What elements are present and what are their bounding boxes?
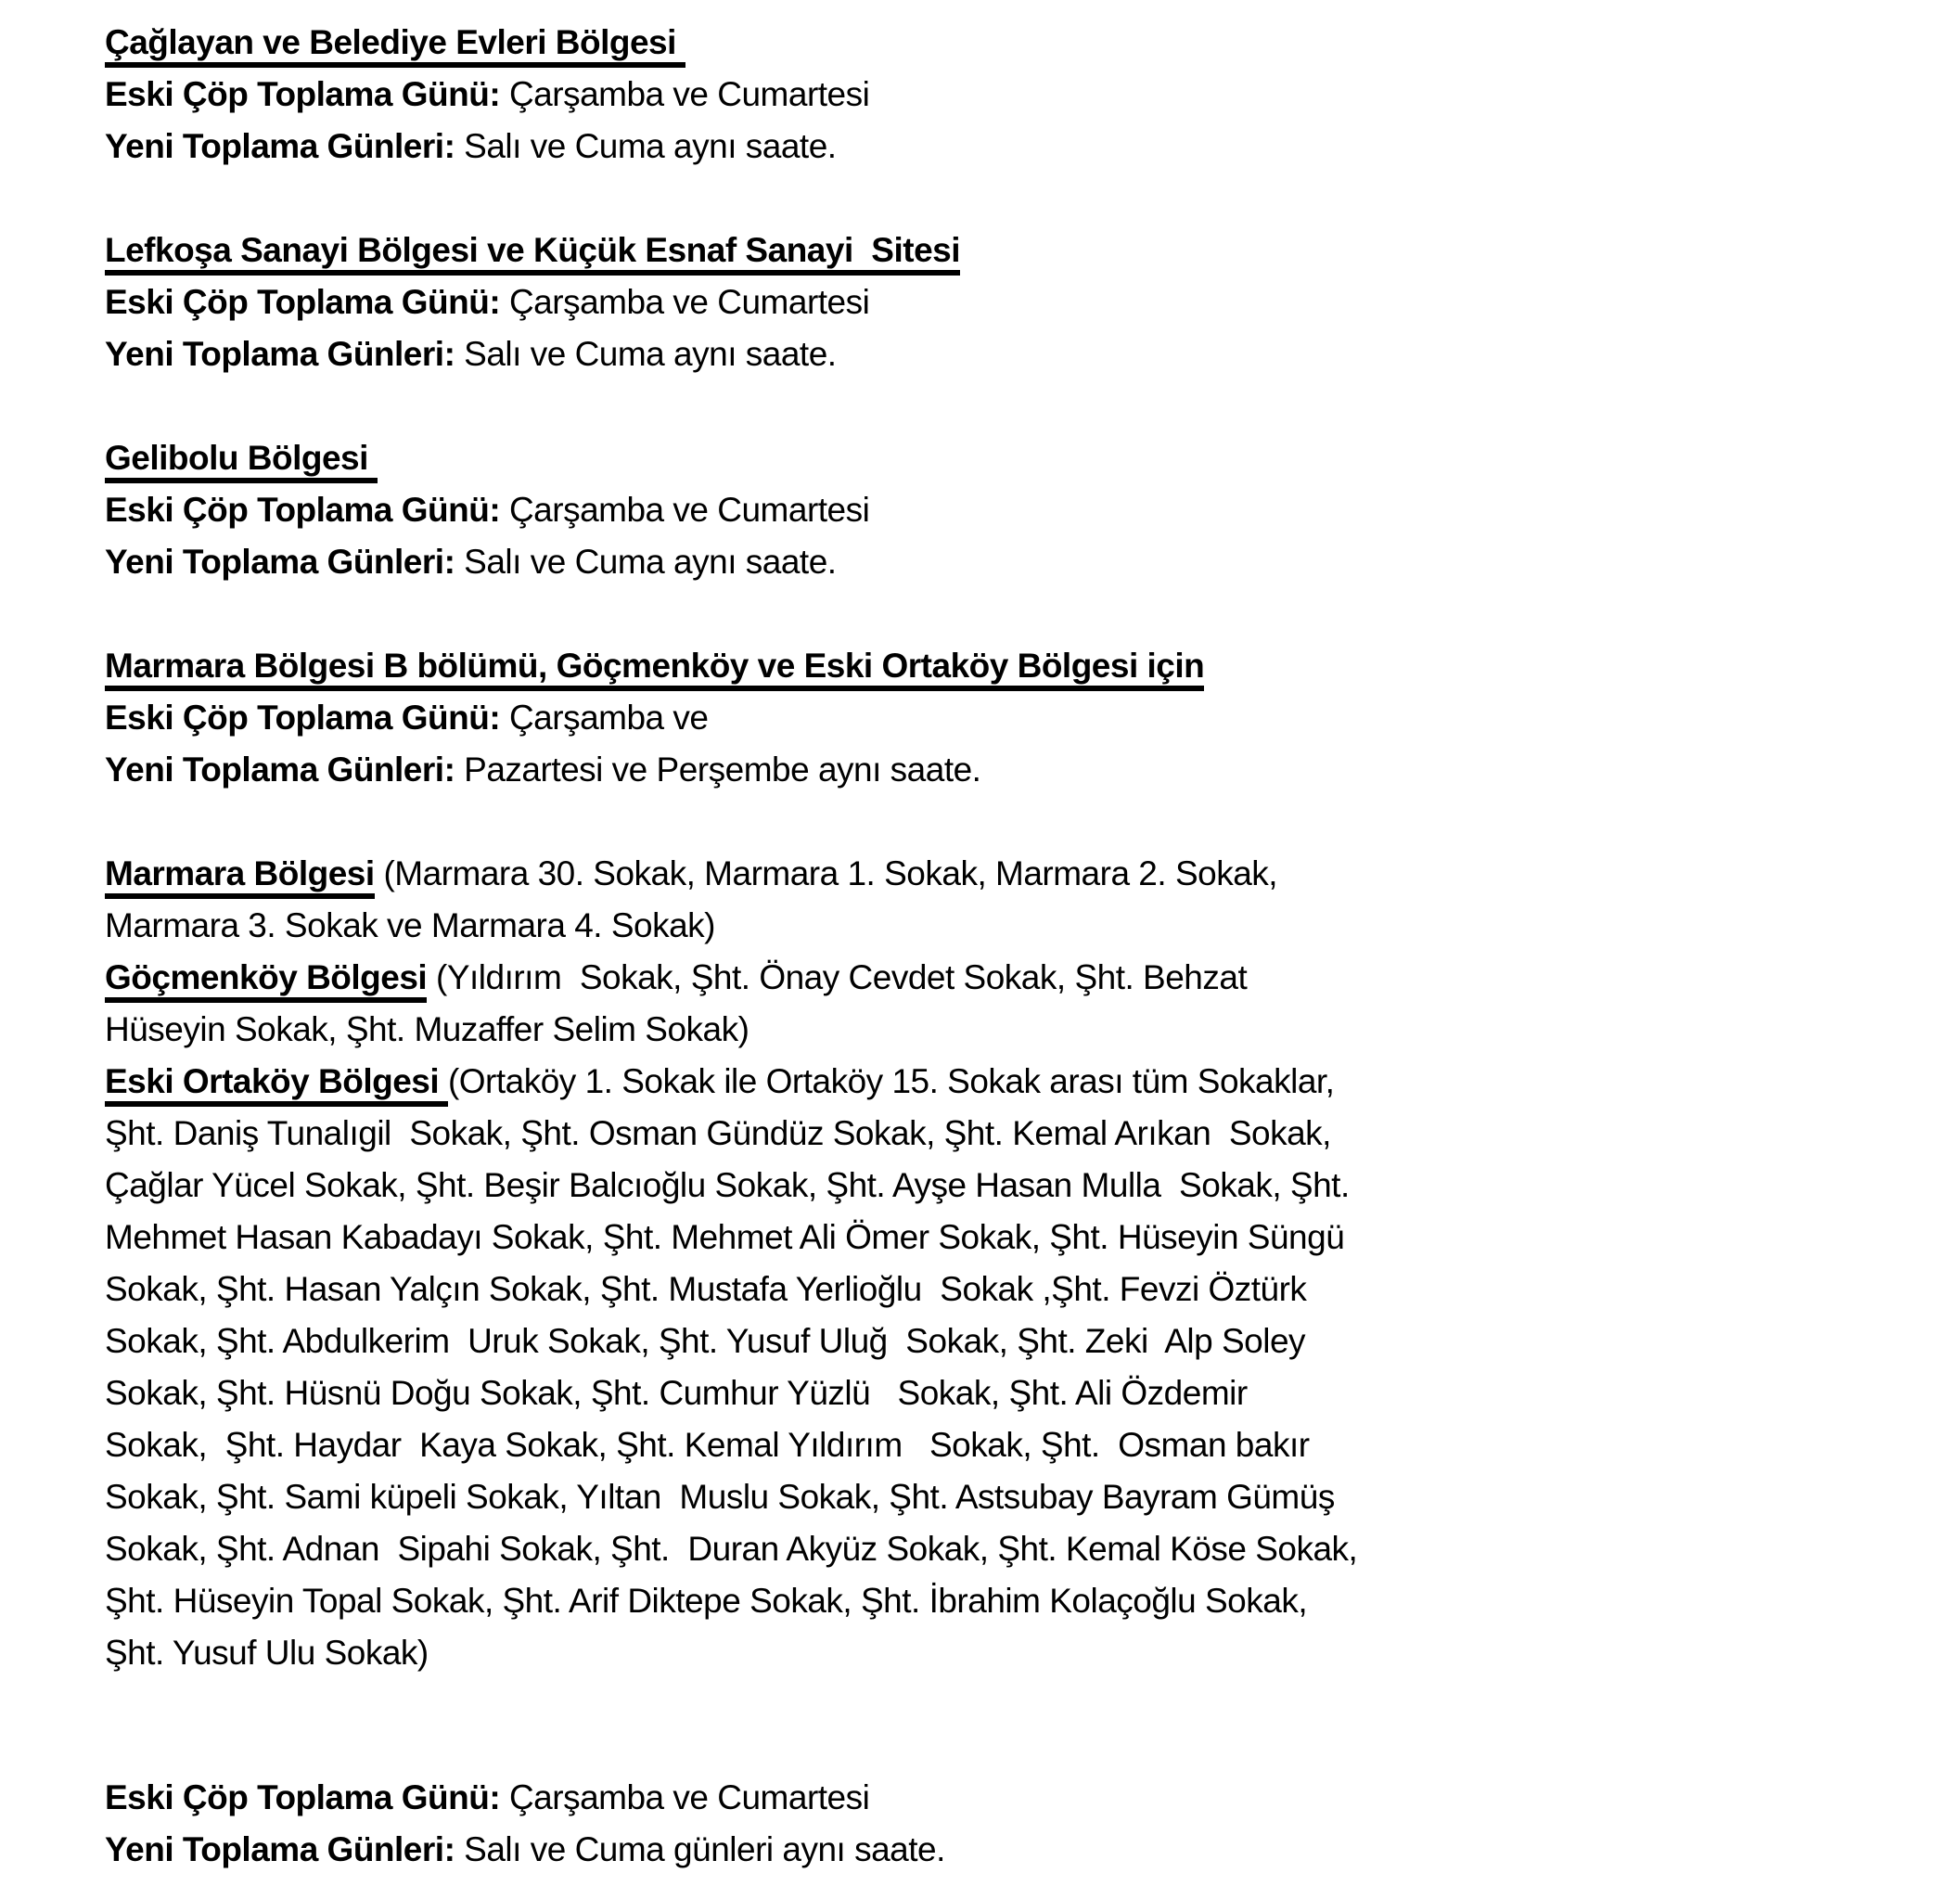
new-collection-days: Salı ve Cuma aynı saate. xyxy=(455,127,837,165)
street-list-line xyxy=(105,1212,1923,1264)
region-section-lefkosa-sanayi xyxy=(105,225,1923,380)
street-list-text: (Yıldırım Sokak, Şht. Önay Cevdet Sokak, Şht. Behzat xyxy=(427,958,1248,996)
new-collection-days: Salı ve Cuma aynı saate. xyxy=(455,543,837,581)
old-collection-line xyxy=(105,1772,1923,1824)
street-list-line xyxy=(105,1160,1923,1212)
old-collection-days: Çarşamba ve xyxy=(500,699,709,737)
street-list-line xyxy=(105,1056,1923,1108)
region-heading-line xyxy=(105,640,1923,692)
street-list-section xyxy=(105,848,1923,1679)
old-collection-line xyxy=(105,276,1923,328)
region-heading: Lefkoşa Sanayi Bölgesi ve Küçük Esnaf Sanayi Sitesi xyxy=(105,231,960,276)
old-collection-days: Çarşamba ve Cumartesi xyxy=(500,1778,870,1816)
old-collection-days: Çarşamba ve Cumartesi xyxy=(500,283,870,321)
street-list-text: Marmara 3. Sokak ve Marmara 4. Sokak) xyxy=(105,906,715,944)
street-list-line xyxy=(105,1004,1923,1056)
region-heading-line xyxy=(105,225,1923,276)
street-list-text: Şht. Hüseyin Topal Sokak, Şht. Arif Diktepe Sokak, Şht. İbrahim Kolaçoğlu Sokak, xyxy=(105,1582,1308,1620)
street-list-text: Sokak, Şht. Hasan Yalçın Sokak, Şht. Mustafa Yerlioğlu Sokak ,Şht. Fevzi Öztürk xyxy=(105,1270,1307,1308)
region-heading: Çağlayan ve Belediye Evleri Bölgesi xyxy=(105,23,685,68)
new-collection-label: Yeni Toplama Günleri: xyxy=(105,543,455,581)
street-list-line xyxy=(105,1108,1923,1160)
street-list-line xyxy=(105,900,1923,952)
street-list-text: Mehmet Hasan Kabadayı Sokak, Şht. Mehmet Ali Ömer Sokak, Şht. Hüseyin Süngü xyxy=(105,1218,1345,1256)
street-list-text: Şht. Daniş Tunalıgil Sokak, Şht. Osman Gündüz Sokak, Şht. Kemal Arıkan Sokak, xyxy=(105,1114,1331,1152)
new-collection-days: Pazartesi ve Perşembe aynı saate. xyxy=(455,751,981,789)
street-list-line xyxy=(105,1471,1923,1523)
old-collection-label: Eski Çöp Toplama Günü: xyxy=(105,1778,501,1816)
street-list-text: Şht. Yusuf Ulu Sokak) xyxy=(105,1634,429,1672)
street-list-text: Sokak, Şht. Haydar Kaya Sokak, Şht. Kemal Yıldırım Sokak, Şht. Osman bakır xyxy=(105,1426,1310,1464)
street-list-text: Sokak, Şht. Sami küpeli Sokak, Yıltan Muslu Sokak, Şht. Astsubay Bayram Gümüş xyxy=(105,1478,1335,1516)
new-collection-line xyxy=(105,536,1923,588)
street-list-line xyxy=(105,1627,1923,1679)
new-collection-line xyxy=(105,1824,1923,1876)
new-collection-line xyxy=(105,744,1923,796)
old-collection-days: Çarşamba ve Cumartesi xyxy=(500,491,870,529)
street-list-line xyxy=(105,952,1923,1004)
subregion-heading-gocmenkoy: Göçmenköy Bölgesi xyxy=(105,958,427,1003)
old-collection-label: Eski Çöp Toplama Günü: xyxy=(105,283,501,321)
street-list-text: Çağlar Yücel Sokak, Şht. Beşir Balcıoğlu Sokak, Şht. Ayşe Hasan Mulla Sokak, Şht. xyxy=(105,1166,1350,1204)
region-section-gelibolu xyxy=(105,432,1923,588)
new-collection-label: Yeni Toplama Günleri: xyxy=(105,751,455,789)
old-collection-line xyxy=(105,692,1923,744)
new-collection-line xyxy=(105,121,1923,173)
old-collection-label: Eski Çöp Toplama Günü: xyxy=(105,699,501,737)
street-list-text: Sokak, Şht. Hüsnü Doğu Sokak, Şht. Cumhur Yüzlü Sokak, Şht. Ali Özdemir xyxy=(105,1374,1248,1412)
region-section-marmara-b xyxy=(105,640,1923,796)
old-collection-label: Eski Çöp Toplama Günü: xyxy=(105,75,501,113)
new-collection-line xyxy=(105,328,1923,380)
old-collection-days: Çarşamba ve Cumartesi xyxy=(500,75,870,113)
region-heading: Marmara Bölgesi B bölümü, Göçmenköy ve Eski Ortaköy Bölgesi için xyxy=(105,647,1204,691)
street-list-line xyxy=(105,1523,1923,1575)
old-collection-line xyxy=(105,69,1923,121)
new-collection-days: Salı ve Cuma aynı saate. xyxy=(455,335,837,373)
new-collection-label: Yeni Toplama Günleri: xyxy=(105,1830,455,1868)
region-heading-line xyxy=(105,17,1923,69)
footer-schedule-section xyxy=(105,1772,1923,1876)
region-heading-line xyxy=(105,432,1923,484)
region-heading: Gelibolu Bölgesi xyxy=(105,439,378,483)
old-collection-label: Eski Çöp Toplama Günü: xyxy=(105,491,501,529)
street-list-text: (Ortaköy 1. Sokak ile Ortaköy 15. Sokak arası tüm Sokaklar, xyxy=(447,1062,1335,1100)
region-section-caglayan xyxy=(105,17,1923,173)
subregion-heading-marmara: Marmara Bölgesi xyxy=(105,854,375,899)
street-list-text: Sokak, Şht. Abdulkerim Uruk Sokak, Şht. Yusuf Uluğ Sokak, Şht. Zeki Alp Soley xyxy=(105,1322,1306,1360)
street-list-line xyxy=(105,848,1923,900)
street-list-line xyxy=(105,1419,1923,1471)
street-list-line xyxy=(105,1264,1923,1315)
street-list-line xyxy=(105,1575,1923,1627)
street-list-text: Sokak, Şht. Adnan Sipahi Sokak, Şht. Duran Akyüz Sokak, Şht. Kemal Köse Sokak, xyxy=(105,1530,1358,1568)
new-collection-label: Yeni Toplama Günleri: xyxy=(105,335,455,373)
subregion-heading-eski-ortakoy: Eski Ortaköy Bölgesi xyxy=(105,1062,448,1107)
old-collection-line xyxy=(105,484,1923,536)
street-list-text: Hüseyin Sokak, Şht. Muzaffer Selim Sokak) xyxy=(105,1010,749,1048)
new-collection-label: Yeni Toplama Günleri: xyxy=(105,127,455,165)
new-collection-days: Salı ve Cuma günleri aynı saate. xyxy=(455,1830,945,1868)
street-list-line xyxy=(105,1367,1923,1419)
street-list-line xyxy=(105,1315,1923,1367)
street-list-text: (Marmara 30. Sokak, Marmara 1. Sokak, Marmara 2. Sokak, xyxy=(374,854,1278,892)
